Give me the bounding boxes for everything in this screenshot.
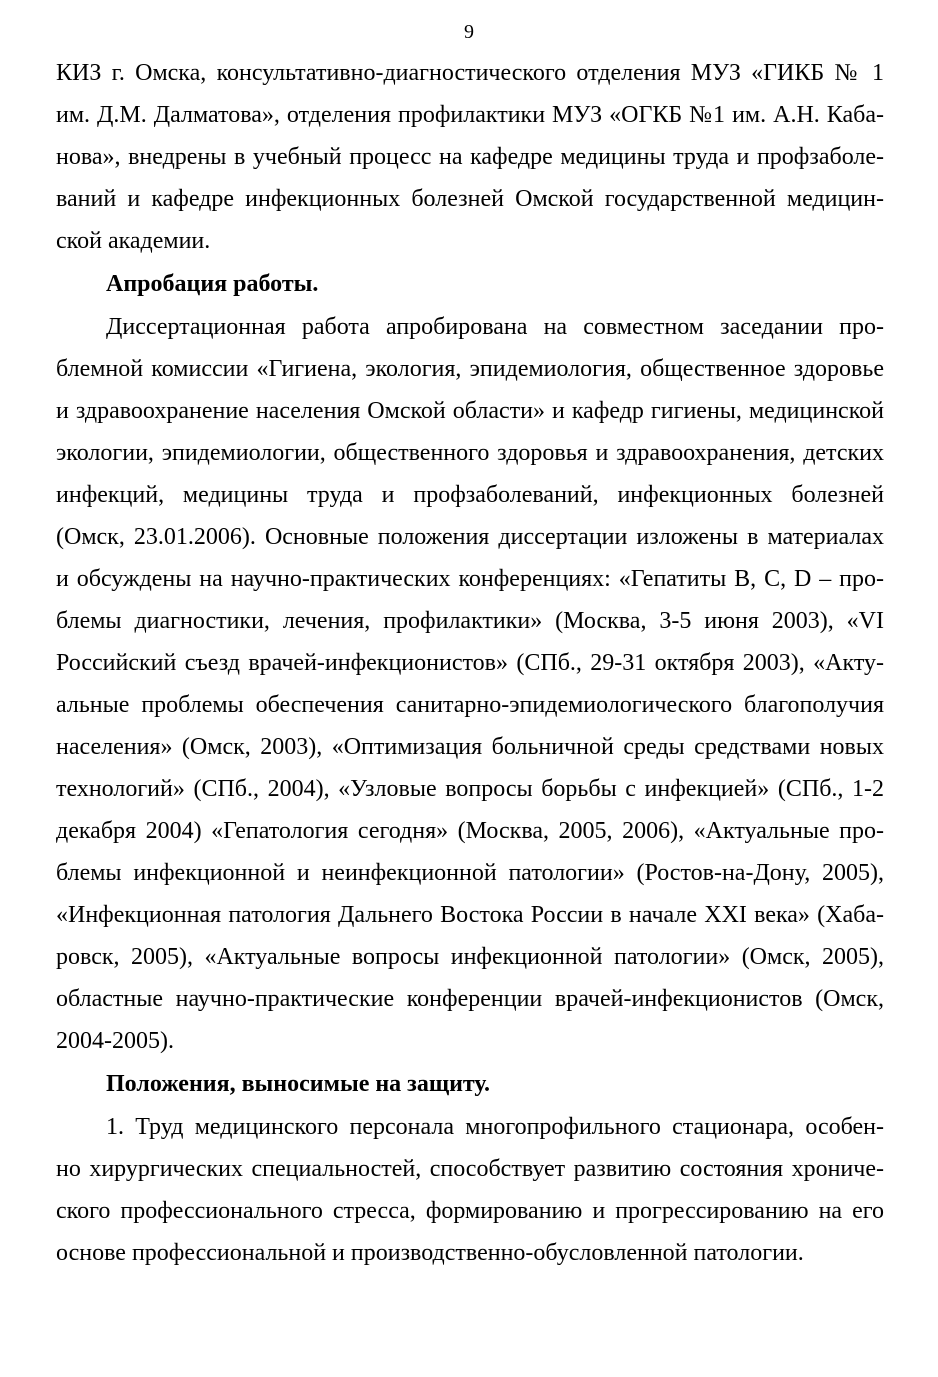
text-line: «Инфекционная патология Дальнего Востока России в начале XXI века» (Хаба- — [56, 902, 884, 928]
text-line: (Омск, 23.01.2006). Основные положения диссертации изложены в материалах — [56, 524, 884, 550]
text-line: ского профессионального стресса, формированию и прогрессированию на его — [56, 1198, 884, 1224]
text-line: но хирургических специальностей, способствует развитию состояния хрониче- — [56, 1156, 884, 1182]
text-line: блемы инфекционной и неинфекционной патологии» (Ростов-на-Дону, 2005), — [56, 860, 884, 886]
text-line: ровск, 2005), «Актуальные вопросы инфекционной патологии» (Омск, 2005), — [56, 944, 884, 970]
page-number: 9 — [464, 21, 474, 43]
section-heading-approbation: Апробация работы. — [106, 271, 319, 297]
text-line: 1. Труд медицинского персонала многопрофильного стационара, особен- — [106, 1114, 884, 1140]
text-line: областные научно-практические конференции врачей-инфекционистов (Омск, — [56, 986, 884, 1012]
text-line: блемной комиссии «Гигиена, экология, эпидемиология, общественное здоровье — [56, 356, 884, 382]
text-line: им. Д.М. Далматова», отделения профилактики МУЗ «ОГКБ №1 им. А.Н. Каба- — [56, 102, 884, 128]
text-line: ваний и кафедре инфекционных болезней Омской государственной медицин- — [56, 186, 884, 212]
text-line: населения» (Омск, 2003), «Оптимизация больничной среды средствами новых — [56, 734, 884, 760]
text-line: альные проблемы обеспечения санитарно-эпидемиологического благополучия — [56, 692, 884, 718]
text-line: и здравоохранение населения Омской области» и кафедр гигиены, медицинской — [56, 398, 884, 424]
text-line: и обсуждены на научно-практических конференциях: «Гепатиты B, C, D – про- — [56, 566, 884, 592]
section-heading-theses: Положения, выносимые на защиту. — [106, 1071, 490, 1097]
text-line: технологий» (СПб., 2004), «Узловые вопросы борьбы с инфекцией» (СПб., 1-2 — [56, 776, 884, 802]
text-line: КИЗ г. Омска, консультативно-диагностического отделения МУЗ «ГИКБ № 1 — [56, 60, 884, 86]
text-line: инфекций, медицины труда и профзаболеваний, инфекционных болезней — [56, 482, 884, 508]
text-line: 2004-2005). — [56, 1028, 174, 1054]
text-line: декабря 2004) «Гепатология сегодня» (Москва, 2005, 2006), «Актуальные про- — [56, 818, 884, 844]
text-line: Диссертационная работа апробирована на совместном заседании про- — [106, 314, 884, 340]
text-line: блемы диагностики, лечения, профилактики» (Москва, 3-5 июня 2003), «VI — [56, 608, 884, 634]
text-line: ской академии. — [56, 228, 211, 254]
text-line: основе профессиональной и производственно-обусловленной патологии. — [56, 1240, 804, 1266]
text-line: нова», внедрены в учебный процесс на кафедре медицины труда и профзаболе- — [56, 144, 884, 170]
text-line: Российский съезд врачей-инфекционистов» (СПб., 29-31 октября 2003), «Акту- — [56, 650, 884, 676]
text-line: экологии, эпидемиологии, общественного здоровья и здравоохранения, детских — [56, 440, 884, 466]
